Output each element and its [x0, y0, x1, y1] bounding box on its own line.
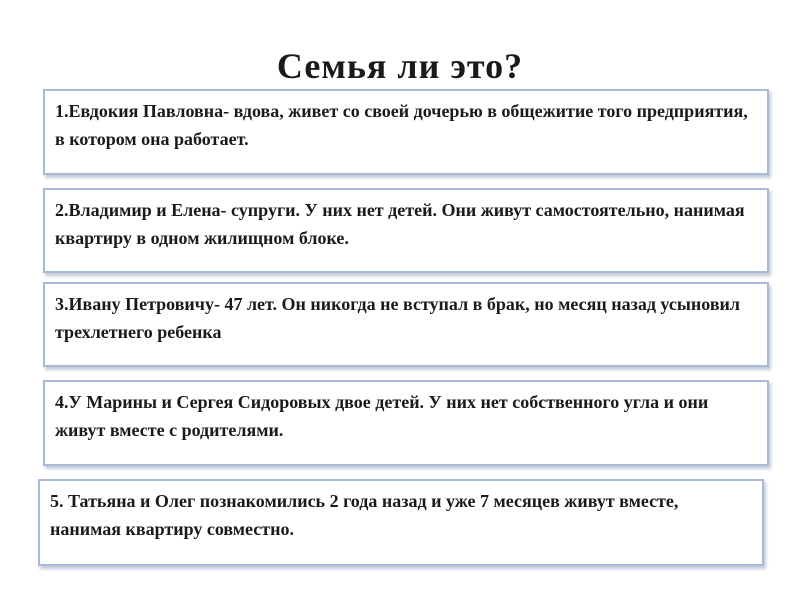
case-text-2: 2.Владимир и Елена- супруги. У них нет детей. Они живут самостоятельно, нанимая квартиру в одном жилищном блоке. — [55, 200, 745, 248]
case-text-5: 5. Татьяна и Олег познакомились 2 года назад и уже 7 месяцев живут вместе, нанимая квартиру совместно. — [50, 491, 679, 539]
case-card-1 — [43, 89, 769, 175]
case-card-3 — [43, 282, 769, 367]
case-text-1: 1.Евдокия Павловна- вдова, живет со своей дочерью в общежитие того предприятия, в котором она работает. — [55, 101, 748, 149]
case-text-3: 3.Ивану Петровичу- 47 лет. Он никогда не вступал в брак, но месяц назад усыновил трехлетнего ребенка — [55, 294, 741, 342]
case-text-4: 4.У Марины и Сергея Сидоровых двое детей. У них нет собственного угла и они живут вместе с родителями. — [55, 392, 709, 440]
case-card-4 — [43, 380, 769, 466]
case-card-2 — [43, 188, 769, 273]
case-card-5 — [38, 479, 764, 566]
page-title: Семья ли это? — [276, 46, 524, 86]
